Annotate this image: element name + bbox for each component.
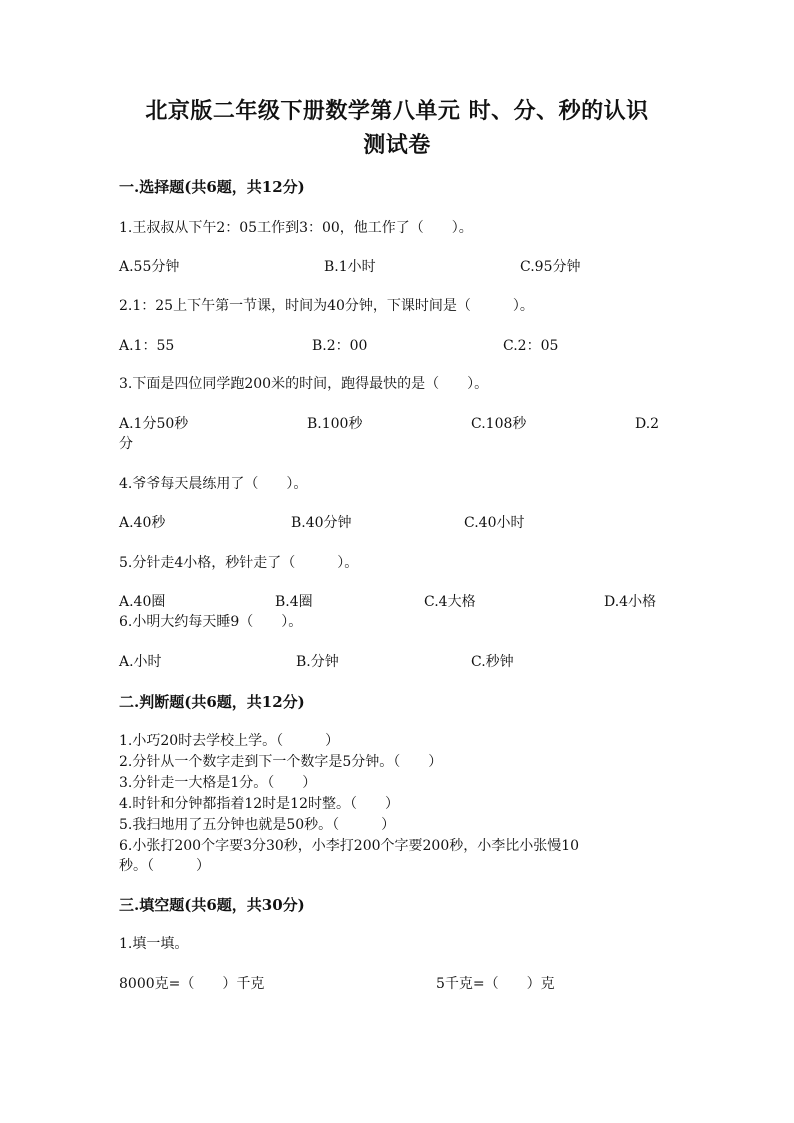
judge-item-wrap: 秒。（ ） bbox=[119, 858, 210, 874]
fill-question-stem: 1.填一填。 bbox=[119, 936, 189, 952]
option-a: A.小时 bbox=[119, 654, 162, 670]
option-a: A.40秒 bbox=[119, 515, 166, 531]
section-heading-choice: 一.选择题(共6题，共12分) bbox=[119, 178, 305, 196]
page-title bbox=[0, 94, 794, 162]
judge-item: 6.小张打200个字要3分30秒，小李打200个字要200秒，小李比小张慢10 bbox=[119, 838, 580, 854]
question-stem: 4.爷爷每天晨练用了（ ）。 bbox=[119, 476, 308, 492]
section-heading-judge: 二.判断题(共6题，共12分) bbox=[119, 693, 305, 711]
question-stem: 1.王叔叔从下午2：05工作到3：00，他工作了（ ）。 bbox=[119, 220, 473, 236]
option-d: D.4小格 bbox=[604, 594, 657, 610]
judge-item: 2.分针从一个数字走到下一个数字是5分钟。（ ） bbox=[119, 754, 443, 770]
question-stem: 3.下面是四位同学跑200米的时间，跑得最快的是（ ）。 bbox=[119, 376, 489, 392]
fill-blank-left: 8000克=（ ）千克 bbox=[119, 976, 265, 992]
option-c: C.2：05 bbox=[503, 338, 559, 354]
option-b: B.4圈 bbox=[275, 594, 313, 610]
question-stem: 2.1：25上下午第一节课，时间为40分钟，下课时间是（ ）。 bbox=[119, 298, 534, 314]
option-a: A.40圈 bbox=[119, 594, 166, 610]
title-line-2: 测试卷 bbox=[363, 132, 431, 158]
section-heading-fill: 三.填空题(共6题，共30分) bbox=[119, 896, 305, 914]
option-c: C.95分钟 bbox=[520, 259, 581, 275]
question-stem: 6.小明大约每天睡9（ ）。 bbox=[119, 614, 303, 630]
judge-item: 1.小巧20时去学校上学。（ ） bbox=[119, 733, 340, 749]
option-c: C.108秒 bbox=[471, 416, 527, 432]
option-d: D.2 bbox=[635, 416, 660, 432]
option-c: C.40小时 bbox=[464, 515, 525, 531]
option-b: B.100秒 bbox=[307, 416, 363, 432]
fill-blank-right: 5千克=（ ）克 bbox=[436, 976, 555, 992]
judge-item: 5.我扫地用了五分钟也就是50秒。（ ） bbox=[119, 817, 396, 833]
option-b: B.分钟 bbox=[296, 654, 339, 670]
option-a: A.55分钟 bbox=[119, 259, 180, 275]
option-b: B.2：00 bbox=[312, 338, 368, 354]
title-line-1: 北京版二年级下册数学第八单元 时、分、秒的认识 bbox=[145, 98, 649, 124]
judge-item: 4.时针和分钟都指着12时是12时整。（ ） bbox=[119, 796, 399, 812]
option-b: B.1小时 bbox=[324, 259, 376, 275]
option-a: A.1分50秒 bbox=[119, 416, 189, 432]
option-d-wrap: 分 bbox=[119, 436, 133, 452]
judge-item: 3.分针走一大格是1分。（ ） bbox=[119, 775, 317, 791]
option-c: C.4大格 bbox=[424, 594, 476, 610]
option-a: A.1：55 bbox=[119, 338, 175, 354]
option-c: C.秒钟 bbox=[471, 654, 514, 670]
question-stem: 5.分针走4小格，秒针走了（ ）。 bbox=[119, 555, 359, 571]
option-b: B.40分钟 bbox=[291, 515, 352, 531]
